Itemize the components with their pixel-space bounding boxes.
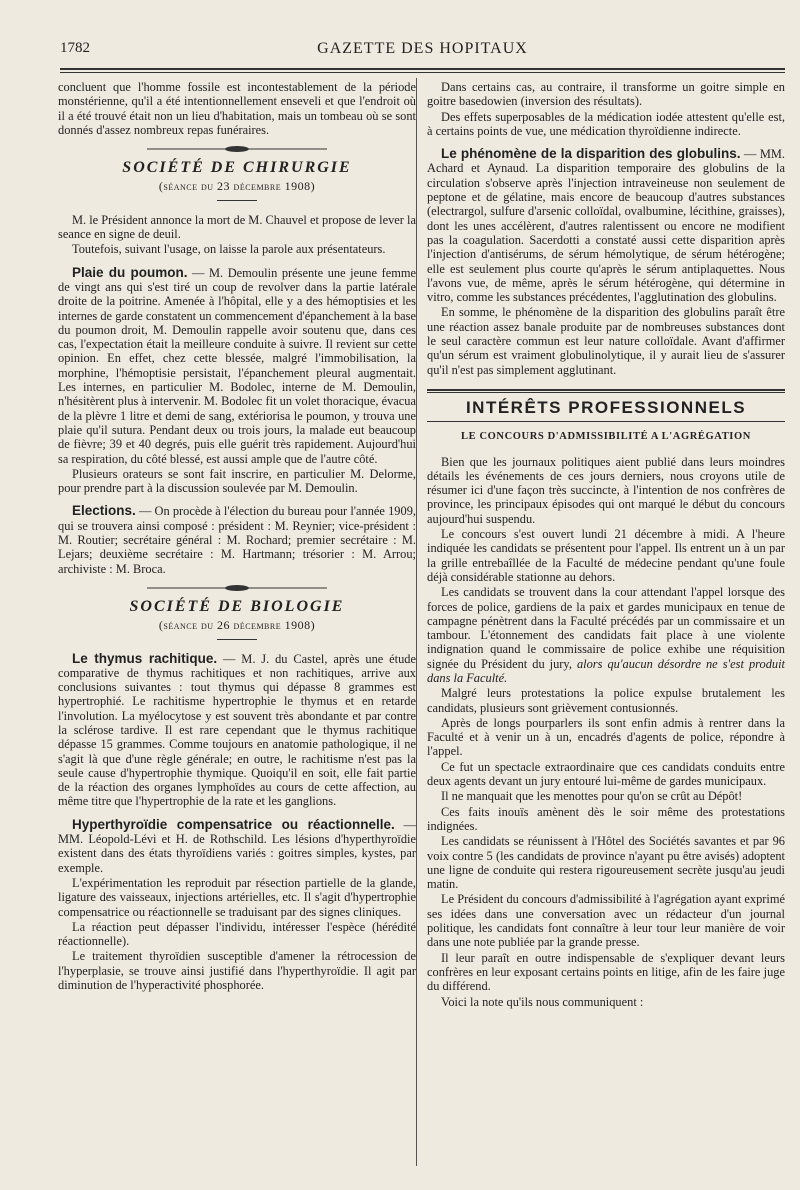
article-title: Le thymus rachitique.: [72, 650, 218, 666]
paragraph: Dans certains cas, au contraire, il transforme un goitre simple en goitre basedowien (inversion des résultats).: [427, 80, 785, 109]
article-title: Elections.: [72, 503, 136, 519]
page-number: 1782: [60, 40, 90, 56]
concours-title: LE CONCOURS D'ADMISSIBILITÉ A L'AGRÉGATION: [461, 431, 751, 443]
paragraph: Toutefois, suivant l'usage, on laisse la parole aux présentateurs.: [72, 242, 386, 257]
article-thymus: [58, 652, 416, 809]
paragraph: Les candidats se réunissent à l'Hôtel des Sociétés savantes et par 96 voix contre 5 (les candidats de province n'ayant pu être avisés) adoptent une ligne de conduite qui restera rigoureusement secrète jusqu'au jeudi matin.: [427, 834, 785, 892]
paragraph: Ces faits inouïs amènent dès le soir même des protestations indignées.: [427, 804, 785, 833]
paragraph: Le concours s'est ouvert lundi 21 décembre à midi. A l'heure indiquée les candidats se présentent pour l'appel. Ils entrent un à un par la grille entrebaîllée de la Faculté de médecine pendant qu'une foule déjà considérable stationne au dehors.: [427, 527, 785, 584]
short-rule: [217, 200, 257, 201]
page-header: [60, 40, 785, 64]
italic-text: alors qu'aucun désordre ne s'est produit dans la Faculté.: [427, 656, 785, 685]
article-text: — M. J. du Castel, après une étude comparative de thymus rachitiques et non rachitiques, arrive aux conclusions suivantes : tout thymus qui dépasse 8 grammes est hypertrophié. Le rachitisme hypertrophie le thymus et en retarde l'involution. La myélocytose y est souvent très abondante et par contre la sclérose tardive. Il est rare cependant que le thymus rachitique dépasse 15 grammes. Comme toujours en anatomie pathologique, il ne s'agit là que d'une règle générale; en outre, le rachitisme n'est pas la seule cause d'hypertrophie thymique. Quoiqu'il en soit, elle fait partie de la réaction des organes lymphoïdes au cours de cette affection, au même titre que l'hypertrophie de la rate et les ganglions.: [58, 651, 417, 809]
article-title: Le phénomène de la disparition des globulins.: [441, 146, 741, 162]
article-hyperthyroidie: [58, 818, 416, 875]
paragraph: La réaction peut dépasser l'individu, intéresser l'espèce (hérédité réactionnelle).: [58, 919, 416, 949]
paragraph: Le traitement thyroïdien susceptible d'amener la rétrocession de l'hyperplasie, se trouve ainsi justifié dans l'hyperthyroïdie. Il agit par diminution de l'hyperactivité phosphorée.: [58, 949, 416, 993]
article-text: — MM. Achard et Aynaud. La disparition temporaire des globulins de la circulation s'observe après l'injection intraveineuse non seulement de peptone et de gélatine, mais encore de beaucoup d'autres substances (electrargol, sulfure d'arsenic colloïdal, ovalbumine, lécithine, graisses), dont les unes accélèrent, d'autres ralentissent ou encore ne modifient pas la coagulation. Sacerdotti a constaté aussi cette disparition après l'injection d'antisérums, de sérum hémolytique, de sérum hétérogène; elle est seulement plus courte qu'après le sérum antiplaquettes. Nous l'avons vue, de même, après le sérum hétérogène, qui détermine in vitro, comme les substances précédentes, l'agglutination des globulins.: [427, 147, 785, 305]
short-rule: [217, 639, 257, 640]
right-column: [427, 80, 785, 1010]
left-column: [58, 80, 416, 993]
paragraph-c3: [427, 585, 785, 685]
paragraph: Bien que les journaux politiques aient publié dans leurs moindres détails les événements de ces jours derniers, nous croyons utile de résumer ici d'une façon très succincte, à l'intention de nos confrères de province, les principaux épisodes qui ont marqué le début du concours aujourd'hui suspendu.: [427, 454, 785, 526]
section-title-biologie: SOCIÉTÉ DE BIOLOGIE: [129, 597, 345, 615]
paragraph: Après de longs pourparlers ils sont enfin admis à rentrer dans la Faculté et à venir un à un, encadrés d'agents de police, répondre à l'appel.: [427, 715, 785, 759]
article-elections: [58, 504, 416, 575]
column-separator: [416, 78, 417, 1166]
article-text: — On procède à l'élection du bureau pour l'année 1909, qui se trouvera ainsi composé : président : M. Reynier; vice-président : M. Routier; secrétaire général : M. Rochard; premier secrétaire : M. Lejars; deuxième secrétaire : M. Hartmann; trésorier : M. Arrou; archiviste : M. Broca.: [58, 504, 416, 576]
paragraph: Plusieurs orateurs se sont fait inscrire, en particulier M. Delorme, pour prendre part à la discussion soulevée par M. Demoulin.: [58, 466, 416, 496]
section-rule: [427, 421, 785, 422]
paragraph: Des effets superposables de la médication iodée attestent qu'elle est, à certains points de vue, une médication thyroïdienne indirecte.: [427, 109, 785, 138]
divider-ornament: [147, 584, 327, 592]
article-text: — MM. Léopold-Lévi et H. de Rothschild. Les lésions d'hyperthyroïdie existent dans des états thyroïdiens variés : goitres simples, kystes, par exemple.: [58, 817, 416, 875]
intro-paragraph: concluent que l'homme fossile est incontestablement de la période monstérienne, qu'il a été intentionnellement enseveli et que l'endroit où il a été trouvé était non un lieu d'habitation, mais un tombeau où se sont donnés d'assez nombreux repas funéraires.: [58, 80, 416, 137]
article-plaie: [58, 266, 416, 466]
divider-ornament: [147, 145, 327, 153]
article-text: — M. Demoulin présente une jeune femme de vingt ans qui s'est tiré un coup de revolver dans la partie latérale droite de la poitrine. Amenée à l'hôpital, elle y a des hémoptisies et les internes de garde constatent un commencement d'épanchement à la base du poumon droit, M. Demoulin rappelle avoir soutenu que, dans ces cas, l'expectation était la meilleure conduite à suivre. Il revient sur cette opinion. En effet, chez cette blessée, malgré l'immobilisation, la morphine, l'hémoptisie persistait, l'épanchement pleural augmentait. Les internes, en particulier M. Bodolec, interne de M. Demoulin, n'hésitèrent plus à intervenir. M. Bodolec fit un volet thoracique, évacua de la plèvre 1 litre et demi de sang, extériorisa le poumon, y trouva une plaie qu'il sutura. Pendant deux ou trois jours, la malade eut beaucoup de fièvre; 39 et 40 degrés, puis elle guérit très rapidement. Aujourd'hui sa respiration, du côté blessé, est aussi ample que de l'autre côté.: [58, 265, 416, 466]
paragraph: Le Président du concours d'admissibilité à l'agrégation ayant exprimé ses idées dans une conversation avec un rédacteur d'un journal politique, les candidats font connaître à leur tour leur manière de voir dans une note publiée par la grande presse.: [427, 892, 785, 950]
session-date-biologie: (séance du 26 décembre 1908): [158, 618, 316, 633]
paragraph: Il ne manquait que les menottes pour qu'on se crût au Dépôt!: [441, 789, 743, 804]
paragraph: Ce fut un spectacle extraordinaire que ces candidats conduits entre deux agents devant un jury entouré lui-même de gardes municipaux.: [427, 759, 785, 789]
paragraph: M. le Président annonce la mort de M. Chauvel et propose de lever la seance en signe de deuil.: [58, 212, 416, 242]
paragraph: Il leur paraît en outre indispensable de s'expliquer devant leurs confrères en leur exposant certains points en litige, afin de les faire juge du différend.: [427, 950, 785, 994]
section-rule: [427, 389, 785, 393]
paragraph: En somme, le phénomène de la disparition des globulins paraît être une réaction assez banale produite par de nombreuses substances dont le seul caractère commun est leur nature colloïdale. Avant d'affirmer qu'un sérum est vraiment globulinolytique, il y aurait lieu de s'assurer qu'il n'est pas simplement agglutinant.: [427, 305, 785, 377]
paragraph: L'expérimentation les reproduit par résection partielle de la glande, ligature des vaisseaux, injections artérielles, etc. Il s'agit d'hypertrophie compensatrice ou réactionnelle se traduisant par des signes cliniques.: [58, 875, 416, 919]
section-title-interets: INTÉRÊTS PROFESSIONNELS: [465, 397, 747, 417]
running-title: GAZETTE DES HOPITAUX: [317, 40, 528, 57]
paragraph: Malgré leurs protestations la police expulse brutalement les candidats, plusieurs sont grièvement contusionnés.: [427, 686, 785, 715]
article-title: Hyperthyroïdie compensatrice ou réactionnelle.: [72, 816, 395, 832]
paragraph: Voici la note qu'ils nous communiquent :: [441, 994, 644, 1009]
section-title-chirurgie: SOCIÉTÉ DE CHIRURGIE: [122, 159, 352, 177]
article-title: Plaie du poumon.: [72, 264, 188, 280]
text: Les candidats se trouvent dans la cour attendant l'appel lorsque des forces de police, gardiens de la paix et gardes municipaux en tenue de campagne pénètrent dans la Faculté précédés par un commissaire et un tambour. L'étonnement des candidats fait place à une violente indignation quand le commissaire de police exhibe une réquisition signée du Président du jury,: [427, 585, 785, 671]
article-globulins: [427, 147, 785, 304]
header-rule: [60, 68, 785, 73]
session-date-chirurgie: (séance du 23 décembre 1908): [158, 179, 316, 194]
